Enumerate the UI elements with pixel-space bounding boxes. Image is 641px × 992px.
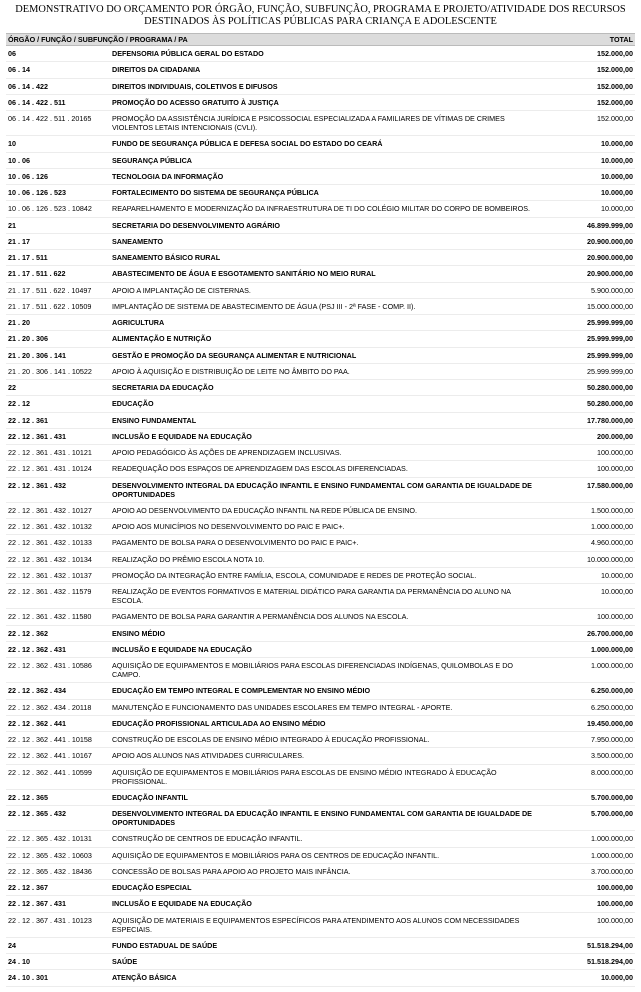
row-code: 22 . 12 . 361 . 432 . 11580: [8, 612, 92, 622]
table-row: [6, 250, 635, 266]
row-code: 22 . 12 . 365 . 432 . 10131: [8, 834, 92, 844]
row-code: 21 . 20 . 306 . 141: [8, 350, 66, 360]
header-total: TOTAL: [609, 35, 633, 44]
table-row: [6, 938, 635, 954]
row-code: 21 . 20: [8, 318, 30, 328]
table-row: [6, 626, 635, 642]
row-code: 22 . 12 . 362: [8, 628, 48, 638]
table-row: [6, 552, 635, 568]
table-row: [6, 111, 635, 136]
row-desc: PROMOÇÃO DO ACESSO GRATUITO À JUSTIÇA: [112, 97, 279, 107]
table-row: [6, 609, 635, 625]
table-row: [6, 79, 635, 95]
row-desc: DEFENSORIA PÚBLICA GERAL DO ESTADO: [112, 49, 264, 59]
row-total: 5.900.000,00: [591, 285, 633, 295]
row-code: 22 . 12 . 361: [8, 415, 48, 425]
row-desc: PAGAMENTO DE BOLSA PARA GARANTIR A PERMANÊNCIA DOS ALUNOS NA ESCOLA.: [112, 612, 409, 622]
row-code: 22 . 12 . 361 . 432 . 11579: [8, 587, 92, 597]
row-code: 22 . 12 . 361 . 431 . 10124: [8, 464, 92, 474]
row-total: 6.250.000,00: [591, 686, 633, 696]
row-desc: GESTÃO E PROMOÇÃO DA SEGURANÇA ALIMENTAR E NUTRICIONAL: [112, 350, 357, 360]
row-total: 152.000,00: [597, 49, 633, 59]
row-code: 21 . 17 . 511: [8, 253, 48, 263]
row-desc: ATENÇÃO BÁSICA: [112, 973, 177, 983]
table-row: [6, 95, 635, 111]
row-total: 20.900.000,00: [587, 253, 633, 263]
row-code: 06 . 14: [8, 65, 30, 75]
row-code: 22 . 12 . 361 . 432 . 10132: [8, 522, 92, 532]
row-total: 1.000.000,00: [591, 661, 633, 671]
row-total: 100.000,00: [597, 915, 633, 925]
row-total: 152.000,00: [597, 97, 633, 107]
row-desc: SANEAMENTO: [112, 236, 163, 246]
table-row: [6, 584, 635, 609]
row-code: 24 . 10 . 301: [8, 973, 48, 983]
row-desc: FUNDO DE SEGURANÇA PÚBLICA E DEFESA SOCIAL DO ESTADO DO CEARÁ: [112, 139, 383, 149]
row-desc: SANEAMENTO BÁSICO RURAL: [112, 253, 221, 263]
table-row: [6, 954, 635, 970]
row-code: 22 . 12 . 365 . 432 . 18436: [8, 866, 92, 876]
row-desc: EDUCAÇÃO EM TEMPO INTEGRAL E COMPLEMENTAR NO ENSINO MÉDIO: [112, 686, 371, 696]
row-desc: PAGAMENTO DE BOLSA PARA O DESENVOLVIMENTO DO PAIC E PAIC+.: [112, 538, 359, 548]
document-title: [6, 0, 635, 26]
row-code: 22: [8, 383, 16, 393]
row-desc: APOIO AOS ALUNOS NAS ATIVIDADES CURRICULARES.: [112, 751, 304, 761]
row-desc: APOIO À AQUISIÇÃO E DISTRIBUIÇÃO DE LEITE NO ÂMBITO DO PAA.: [112, 366, 350, 376]
row-desc: APOIO PEDAGÓGICO ÀS AÇÕES DE APRENDIZAGEM INCLUSIVAS.: [112, 448, 342, 458]
row-code: 22 . 12 . 362 . 431: [8, 644, 66, 654]
row-total: 10.000,00: [601, 587, 633, 597]
row-code: 22 . 12 . 362 . 441 . 10158: [8, 735, 92, 745]
row-total: 25.999.999,00: [587, 334, 633, 344]
row-total: 17.780.000,00: [587, 415, 633, 425]
table-row: [6, 429, 635, 445]
row-total: 7.950.000,00: [591, 735, 633, 745]
row-desc: DESENVOLVIMENTO INTEGRAL DA EDUCAÇÃO INFANTIL E ENSINO FUNDAMENTAL COM GARANTIA DE IGUALDADE DE OPORTUNIDADES: [112, 480, 532, 499]
row-code: 06: [8, 49, 16, 59]
row-total: 10.000.000,00: [587, 554, 633, 564]
row-desc: SECRETARIA DO DESENVOLVIMENTO AGRÁRIO: [112, 220, 280, 230]
row-total: 50.280.000,00: [587, 399, 633, 409]
row-desc: SECRETARIA DA EDUCAÇÃO: [112, 383, 214, 393]
table-row: [6, 864, 635, 880]
row-code: 10 . 06 . 126 . 523 . 10842: [8, 204, 92, 214]
row-desc: ALIMENTAÇÃO E NUTRIÇÃO: [112, 334, 212, 344]
table-row: [6, 896, 635, 912]
table-row: [6, 364, 635, 380]
table-row: [6, 831, 635, 847]
row-total: 5.700.000,00: [591, 809, 633, 819]
row-desc: REALIZAÇÃO DE EVENTOS FORMATIVOS E MATERIAL DIDÁTICO PARA GARANTIA DA PERMANÊNCIA DO ALUNO NA ESCOLA.: [112, 587, 511, 606]
row-total: 5.700.000,00: [591, 792, 633, 802]
row-total: 10.000,00: [601, 204, 633, 214]
row-desc: MANUTENÇÃO E FUNCIONAMENTO DAS UNIDADES ESCOLARES EM TEMPO INTEGRAL - APORTE.: [112, 702, 453, 712]
table-row: [6, 642, 635, 658]
row-code: 10: [8, 139, 16, 149]
row-total: 19.450.000,00: [587, 718, 633, 728]
title-line-2: DESTINADOS ÀS POLÍTICAS PÚBLICAS PARA CRIANÇA E ADOLESCENTE: [144, 16, 497, 27]
row-code: 22 . 12 . 365: [8, 792, 48, 802]
table-row: [6, 913, 635, 938]
row-code: 10 . 06: [8, 155, 30, 165]
table-row: [6, 478, 635, 503]
row-code: 22 . 12 . 362 . 441 . 10599: [8, 767, 92, 777]
row-desc: DESENVOLVIMENTO INTEGRAL DA EDUCAÇÃO INFANTIL E ENSINO FUNDAMENTAL COM GARANTIA DE IGUALDADE DE OPORTUNIDADES: [112, 809, 532, 828]
row-total: 152.000,00: [597, 81, 633, 91]
row-total: 15.000.000,00: [587, 301, 633, 311]
row-code: 22 . 12 . 367 . 431: [8, 899, 66, 909]
row-total: 50.280.000,00: [587, 383, 633, 393]
row-desc: AQUISIÇÃO DE EQUIPAMENTOS E MOBILIÁRIOS PARA ESCOLAS DE ENSINO MÉDIO INTEGRADO À EDUCAÇÃO PROFISSIONAL.: [112, 767, 497, 786]
table-row: [6, 315, 635, 331]
row-code: 24: [8, 940, 16, 950]
table-row: [6, 413, 635, 429]
row-code: 22 . 12: [8, 399, 30, 409]
row-total: 152.000,00: [597, 65, 633, 75]
row-desc: APOIO AOS MUNICÍPIOS NO DESENVOLVIMENTO DO PAIC E PAIC+.: [112, 522, 345, 532]
table-row: [6, 331, 635, 347]
row-desc: APOIO AO DESENVOLVIMENTO DA EDUCAÇÃO INFANTIL NA REDE PÚBLICA DE ENSINO.: [112, 505, 418, 515]
row-code: 06 . 14 . 422 . 511: [8, 97, 66, 107]
row-desc: FORTALECIMENTO DO SISTEMA DE SEGURANÇA PÚBLICA: [112, 188, 319, 198]
row-desc: CONSTRUÇÃO DE ESCOLAS DE ENSINO MÉDIO INTEGRADO À EDUCAÇÃO PROFISSIONAL.: [112, 735, 430, 745]
row-total: 20.900.000,00: [587, 236, 633, 246]
row-total: 3.500.000,00: [591, 751, 633, 761]
table-row: [6, 970, 635, 986]
row-desc: EDUCAÇÃO: [112, 399, 154, 409]
row-code: 22 . 12 . 365 . 432 . 10603: [8, 850, 92, 860]
row-total: 100.000,00: [597, 464, 633, 474]
row-code: 21 . 17 . 511 . 622 . 10497: [8, 285, 92, 295]
table-row: [6, 683, 635, 699]
row-desc: REALIZAÇÃO DO PRÊMIO ESCOLA NOTA 10.: [112, 554, 265, 564]
table-row: [6, 299, 635, 315]
row-code: 10 . 06 . 126 . 523: [8, 188, 66, 198]
table-row: [6, 716, 635, 732]
table-row: [6, 283, 635, 299]
row-total: 10.000,00: [601, 139, 633, 149]
row-code: 21 . 17: [8, 236, 30, 246]
row-total: 51.518.294,00: [587, 957, 633, 967]
row-code: 22 . 12 . 361 . 431 . 10121: [8, 448, 92, 458]
budget-table: [6, 46, 635, 987]
table-row: [6, 568, 635, 584]
row-desc: ABASTECIMENTO DE ÁGUA E ESGOTAMENTO SANITÁRIO NO MEIO RURAL: [112, 269, 376, 279]
row-total: 100.000,00: [597, 612, 633, 622]
title-line-1: DEMONSTRATIVO DO ORÇAMENTO POR ÓRGÃO, FUNÇÃO, SUBFUNÇÃO, PROGRAMA E PROJETO/ATIVIDADE DOS RECURSOS: [15, 4, 626, 15]
row-code: 22 . 12 . 361 . 432 . 10137: [8, 570, 92, 580]
table-row: [6, 380, 635, 396]
row-code: 22 . 12 . 365 . 432: [8, 809, 66, 819]
row-total: 1.000.000,00: [591, 522, 633, 532]
row-desc: SEGURANÇA PÚBLICA: [112, 155, 192, 165]
row-desc: EDUCAÇÃO ESPECIAL: [112, 883, 192, 893]
row-code: 22 . 12 . 361 . 432 . 10134: [8, 554, 92, 564]
row-code: 21 . 17 . 511 . 622: [8, 269, 66, 279]
table-row: [6, 445, 635, 461]
row-desc: EDUCAÇÃO INFANTIL: [112, 792, 188, 802]
row-total: 25.999.999,00: [587, 318, 633, 328]
table-row: [6, 732, 635, 748]
row-total: 51.518.294,00: [587, 940, 633, 950]
table-row: [6, 806, 635, 831]
row-desc: APOIO A IMPLANTAÇÃO DE CISTERNAS.: [112, 285, 251, 295]
row-total: 10.000,00: [601, 973, 633, 983]
table-row: [6, 880, 635, 896]
row-code: 22 . 12 . 361 . 432: [8, 480, 66, 490]
table-row: [6, 519, 635, 535]
row-desc: AQUISIÇÃO DE MATERIAIS E EQUIPAMENTOS ESPECÍFICOS PARA ATENDIMENTO AOS ALUNOS COM NECESSIDADES ESPECIAIS.: [112, 915, 520, 934]
row-desc: AGRICULTURA: [112, 318, 165, 328]
row-total: 20.900.000,00: [587, 269, 633, 279]
row-code: 22 . 12 . 362 . 431 . 10586: [8, 661, 92, 671]
table-row: [6, 700, 635, 716]
row-total: 26.700.000,00: [587, 628, 633, 638]
row-total: 100.000,00: [597, 448, 633, 458]
row-desc: AQUISIÇÃO DE EQUIPAMENTOS E MOBILIÁRIOS PARA OS CENTROS DE EDUCAÇÃO INFANTIL.: [112, 850, 440, 860]
table-header: [6, 33, 635, 46]
row-desc: ENSINO FUNDAMENTAL: [112, 415, 197, 425]
table-row: [6, 348, 635, 364]
row-code: 22 . 12 . 362 . 434: [8, 686, 66, 696]
row-total: 200.000,00: [597, 431, 633, 441]
row-total: 1.000.000,00: [591, 644, 633, 654]
row-desc: SAÚDE: [112, 957, 138, 967]
row-desc: DIREITOS DA CIDADANIA: [112, 65, 201, 75]
row-code: 21 . 17 . 511 . 622 . 10509: [8, 301, 92, 311]
table-row: [6, 266, 635, 282]
row-total: 100.000,00: [597, 883, 633, 893]
table-row: [6, 461, 635, 477]
row-total: 25.999.999,00: [587, 366, 633, 376]
table-row: [6, 658, 635, 683]
table-row: [6, 765, 635, 790]
table-row: [6, 46, 635, 62]
row-code: 22 . 12 . 362 . 434 . 20118: [8, 702, 92, 712]
row-total: 1.000.000,00: [591, 834, 633, 844]
row-desc: AQUISIÇÃO DE EQUIPAMENTOS E MOBILIÁRIOS PARA ESCOLAS DIFERENCIADAS INDÍGENAS, QUILOMBOLAS E DO CAMPO.: [112, 661, 513, 680]
row-code: 21 . 20 . 306 . 141 . 10522: [8, 366, 92, 376]
row-code: 22 . 12 . 362 . 441: [8, 718, 66, 728]
table-row: [6, 185, 635, 201]
row-code: 21 . 20 . 306: [8, 334, 48, 344]
row-code: 22 . 12 . 367: [8, 883, 48, 893]
table-row: [6, 396, 635, 412]
row-desc: INCLUSÃO E EQUIDADE NA EDUCAÇÃO: [112, 644, 252, 654]
row-code: 10 . 06 . 126: [8, 171, 48, 181]
row-total: 10.000,00: [601, 171, 633, 181]
row-total: 8.000.000,00: [591, 767, 633, 777]
row-code: 24 . 10: [8, 957, 30, 967]
row-desc: DIREITOS INDIVIDUAIS, COLETIVOS E DIFUSOS: [112, 81, 278, 91]
row-code: 22 . 12 . 361 . 432 . 10133: [8, 538, 92, 548]
row-total: 46.899.999,00: [587, 220, 633, 230]
table-row: [6, 62, 635, 78]
row-desc: INCLUSÃO E EQUIDADE NA EDUCAÇÃO: [112, 899, 252, 909]
table-row: [6, 153, 635, 169]
table-row: [6, 136, 635, 152]
row-code: 22 . 12 . 362 . 441 . 10167: [8, 751, 92, 761]
table-row: [6, 790, 635, 806]
row-total: 6.250.000,00: [591, 702, 633, 712]
row-total: 100.000,00: [597, 899, 633, 909]
row-desc: REAPARELHAMENTO E MODERNIZAÇÃO DA INFRAESTRUTURA DE TI DO COLÉGIO MILITAR DO CORPO DE BOMBEIROS.: [112, 204, 530, 214]
header-code: ÓRGÃO / FUNÇÃO / SUBFUNÇÃO / PROGRAMA / PA: [8, 35, 188, 44]
row-desc: EDUCAÇÃO PROFISSIONAL ARTICULADA AO ENSINO MÉDIO: [112, 718, 326, 728]
row-total: 10.000,00: [601, 155, 633, 165]
row-total: 3.700.000,00: [591, 866, 633, 876]
row-desc: FUNDO ESTADUAL DE SAÚDE: [112, 940, 218, 950]
row-desc: TECNOLOGIA DA INFORMAÇÃO: [112, 171, 224, 181]
row-total: 4.960.000,00: [591, 538, 633, 548]
table-row: [6, 201, 635, 217]
row-code: 06 . 14 . 422: [8, 81, 48, 91]
row-desc: READEQUAÇÃO DOS ESPAÇOS DE APRENDIZAGEM DAS ESCOLAS DIFERENCIADAS.: [112, 464, 408, 474]
row-code: 21: [8, 220, 16, 230]
table-row: [6, 848, 635, 864]
row-code: 22 . 12 . 361 . 431: [8, 431, 66, 441]
table-row: [6, 535, 635, 551]
row-total: 1.500.000,00: [591, 505, 633, 515]
row-desc: PROMOÇÃO DA ASSISTÊNCIA JURÍDICA E PSICOSSOCIAL ESPECIALIZADA A FAMILIARES DE VÍTIMAS DE CRIMES VIOLENTOS LETAIS INTENCIONAIS (CVLI).: [112, 114, 505, 133]
row-total: 10.000,00: [601, 570, 633, 580]
table-row: [6, 503, 635, 519]
row-code: 22 . 12 . 367 . 431 . 10123: [8, 915, 92, 925]
row-code: 06 . 14 . 422 . 511 . 20165: [8, 114, 92, 124]
row-desc: CONSTRUÇÃO DE CENTROS DE EDUCAÇÃO INFANTIL.: [112, 834, 303, 844]
table-row: [6, 748, 635, 764]
table-row: [6, 218, 635, 234]
row-total: 10.000,00: [601, 188, 633, 198]
row-desc: ENSINO MÉDIO: [112, 628, 166, 638]
row-total: 25.999.999,00: [587, 350, 633, 360]
row-desc: INCLUSÃO E EQUIDADE NA EDUCAÇÃO: [112, 431, 252, 441]
row-desc: PROMOÇÃO DA INTEGRAÇÃO ENTRE FAMÍLIA, ESCOLA, COMUNIDADE E REDES DE PROTEÇÃO SOCIAL.: [112, 570, 477, 580]
table-row: [6, 234, 635, 250]
row-total: 152.000,00: [597, 114, 633, 124]
row-code: 22 . 12 . 361 . 432 . 10127: [8, 505, 92, 515]
row-total: 17.580.000,00: [587, 480, 633, 490]
row-desc: IMPLANTAÇÃO DE SISTEMA DE ABASTECIMENTO DE ÁGUA (PSJ III - 2ª FASE - COMP. II).: [112, 301, 416, 311]
row-total: 1.000.000,00: [591, 850, 633, 860]
table-row: [6, 169, 635, 185]
row-desc: CONCESSÃO DE BOLSAS PARA APOIO AO PROJETO MAIS INFÂNCIA.: [112, 866, 351, 876]
